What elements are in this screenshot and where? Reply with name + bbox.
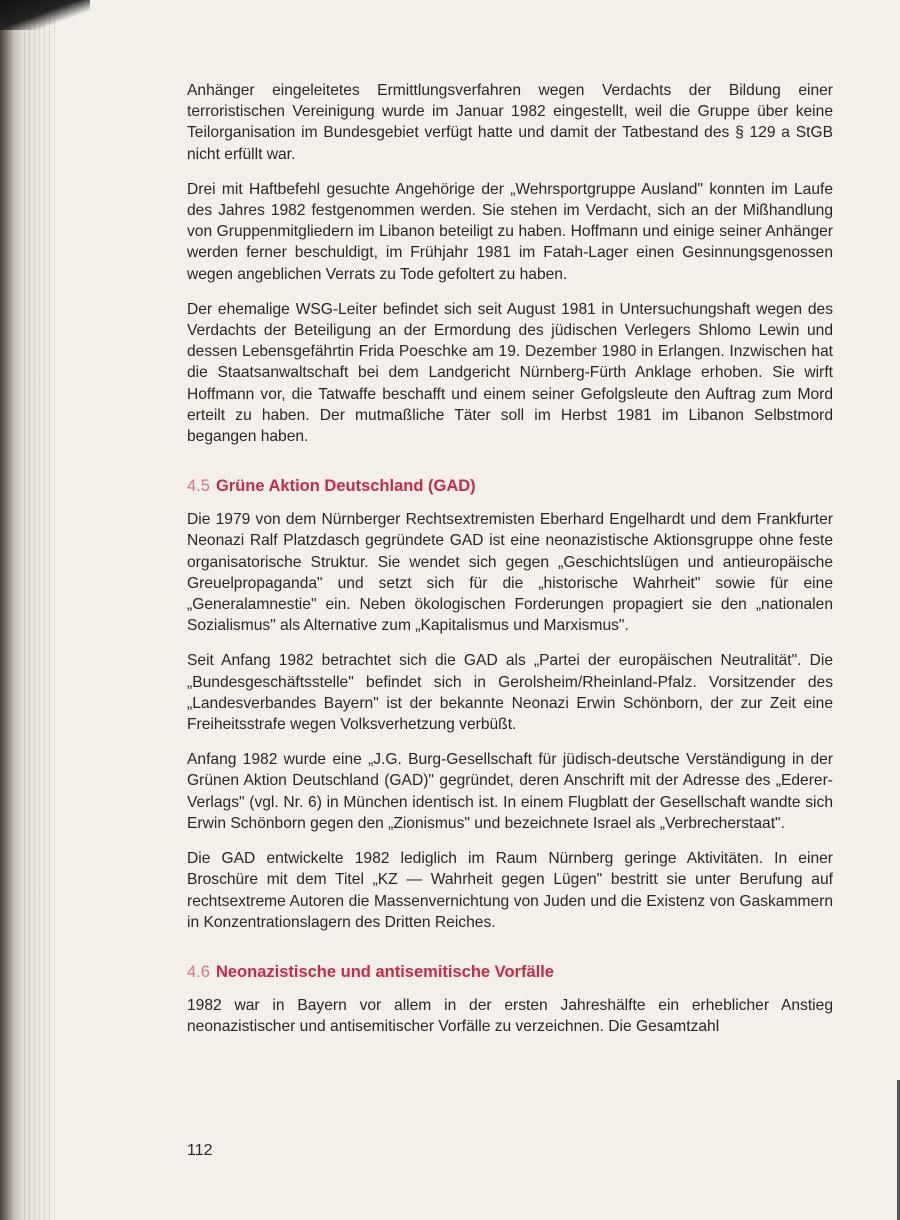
- section-title: Neonazistische und antisemitische Vorfälle: [215, 962, 554, 981]
- page-body: [187, 80, 833, 1051]
- scan-corner-shadow: [0, 0, 90, 30]
- page-number: 112: [187, 1142, 213, 1159]
- paragraph-gad-2: Seit Anfang 1982 betrachtet sich die GAD als „Partei der europäischen Neutralität". Die „Bundesgeschäftsstelle" befindet sich in Gerolsheim/Rheinland-Pfalz. Vorsitzender des „Landesverbandes Bayern" ist der bekannte Neonazi Erwin Schönborn, der zur Zeit eine Freiheitsstrafe wegen Volksverhetzung verbüßt.: [187, 652, 833, 734]
- paragraph-2: Drei mit Haftbefehl gesuchte Angehörige der „Wehrsportgruppe Ausland" konnten im Laufe des Jahres 1982 festgenommen werden. Sie stehen im Verdacht, sich an der Mißhandlung von Gruppenmitgliedern im Libanon beteiligt zu haben. Hoffmann und einige seiner Anhänger werden ferner beschuldigt, im Frühjahr 1981 im Fatah-Lager einen Gesinnungsgenossen wegen angeblichen Verrats zu Tode gefoltert zu haben.: [187, 180, 833, 283]
- section-title: Grüne Aktion Deutschland (GAD): [215, 477, 476, 496]
- paragraph-vorfaelle-1: 1982 war in Bayern vor allem in der ersten Jahreshälfte ein erheblicher Anstieg neonazistischer und antisemitischer Vorfälle zu verzeichnen. Die Gesamtzahl: [187, 996, 833, 1036]
- paragraph-gad-1: Die 1979 von dem Nürnberger Rechtsextremisten Eberhard Engelhardt und dem Frankfurter Neonazi Ralf Platzdasch gegründete GAD ist eine neonazistische Aktionsgruppe ohne feste organisatorische Struktur. Sie wendet sich gegen „Geschichtslügen und antieuropäische Greuelpropaganda" und setzt sich für die „historische Wahrheit" sowie für eine „Generalamnestie" ein. Neben ökologischen Forderungen propagiert sie den „nationalen Sozialismus" als Alternative zum „Kapitalismus und Marxismus".: [187, 511, 833, 635]
- paragraph-1: Anhänger eingeleitetes Ermittlungsverfahren wegen Verdachts der Bildung einer terroristischen Vereinigung wurde im Januar 1982 eingestellt, weil die Gruppe über keine Teilorganisation im Bundesgebiet verfügt hatte und damit der Tatbestand des § 129 a StGB nicht erfüllt war.: [187, 82, 833, 163]
- section-number: 4.6: [187, 962, 210, 981]
- paragraph-3: Der ehemalige WSG-Leiter befindet sich seit August 1981 in Untersuchungshaft wegen des Verdachts der Beteiligung an der Ermordung des jüdischen Verlegers Shlomo Lewin und dessen Lebensgefährtin Frida Poeschke am 19. Dezember 1980 in Erlangen. Inzwischen hat die Staatsanwaltschaft bei dem Landgericht Nürnberg-Fürth Anklage erhoben. Sie wirft Hoffmann vor, die Tatwaffe beschafft und einem seiner Gefolgsleute den Auftrag zum Mord erteilt zu haben. Der mutmaßliche Täter soll im Herbst 1981 im Libanon Selbstmord begangen haben.: [187, 300, 833, 446]
- page-stack-edges: [24, 0, 58, 1220]
- paragraph-gad-3: Anfang 1982 wurde eine „J.G. Burg-Gesellschaft für jüdisch-deutsche Verständigung in der Grünen Aktion Deutschland (GAD)" gegründet, deren Anschrift mit der Adresse des „Ederer-Verlags" (vgl. Nr. 6) in München identisch ist. In einem Flugblatt der Gesellschaft wandte sich Erwin Schönborn gegen den „Zionismus" und bezeichnete Israel als „Verbrecherstaat".: [187, 751, 833, 832]
- section-heading-4-6: [187, 961, 833, 983]
- section-number: 4.5: [187, 477, 210, 496]
- section-heading-4-5: [187, 475, 833, 497]
- paragraph-gad-4: Die GAD entwickelte 1982 lediglich im Raum Nürnberg geringe Aktivitäten. In einer Broschüre mit dem Titel „KZ — Wahrheit gegen Lügen" bestritt sie unter Berufung auf rechtsextreme Autoren die Massenvernichtung von Juden und die Existenz von Gaskammern in Konzentrationslagern des Dritten Reiches.: [187, 850, 833, 931]
